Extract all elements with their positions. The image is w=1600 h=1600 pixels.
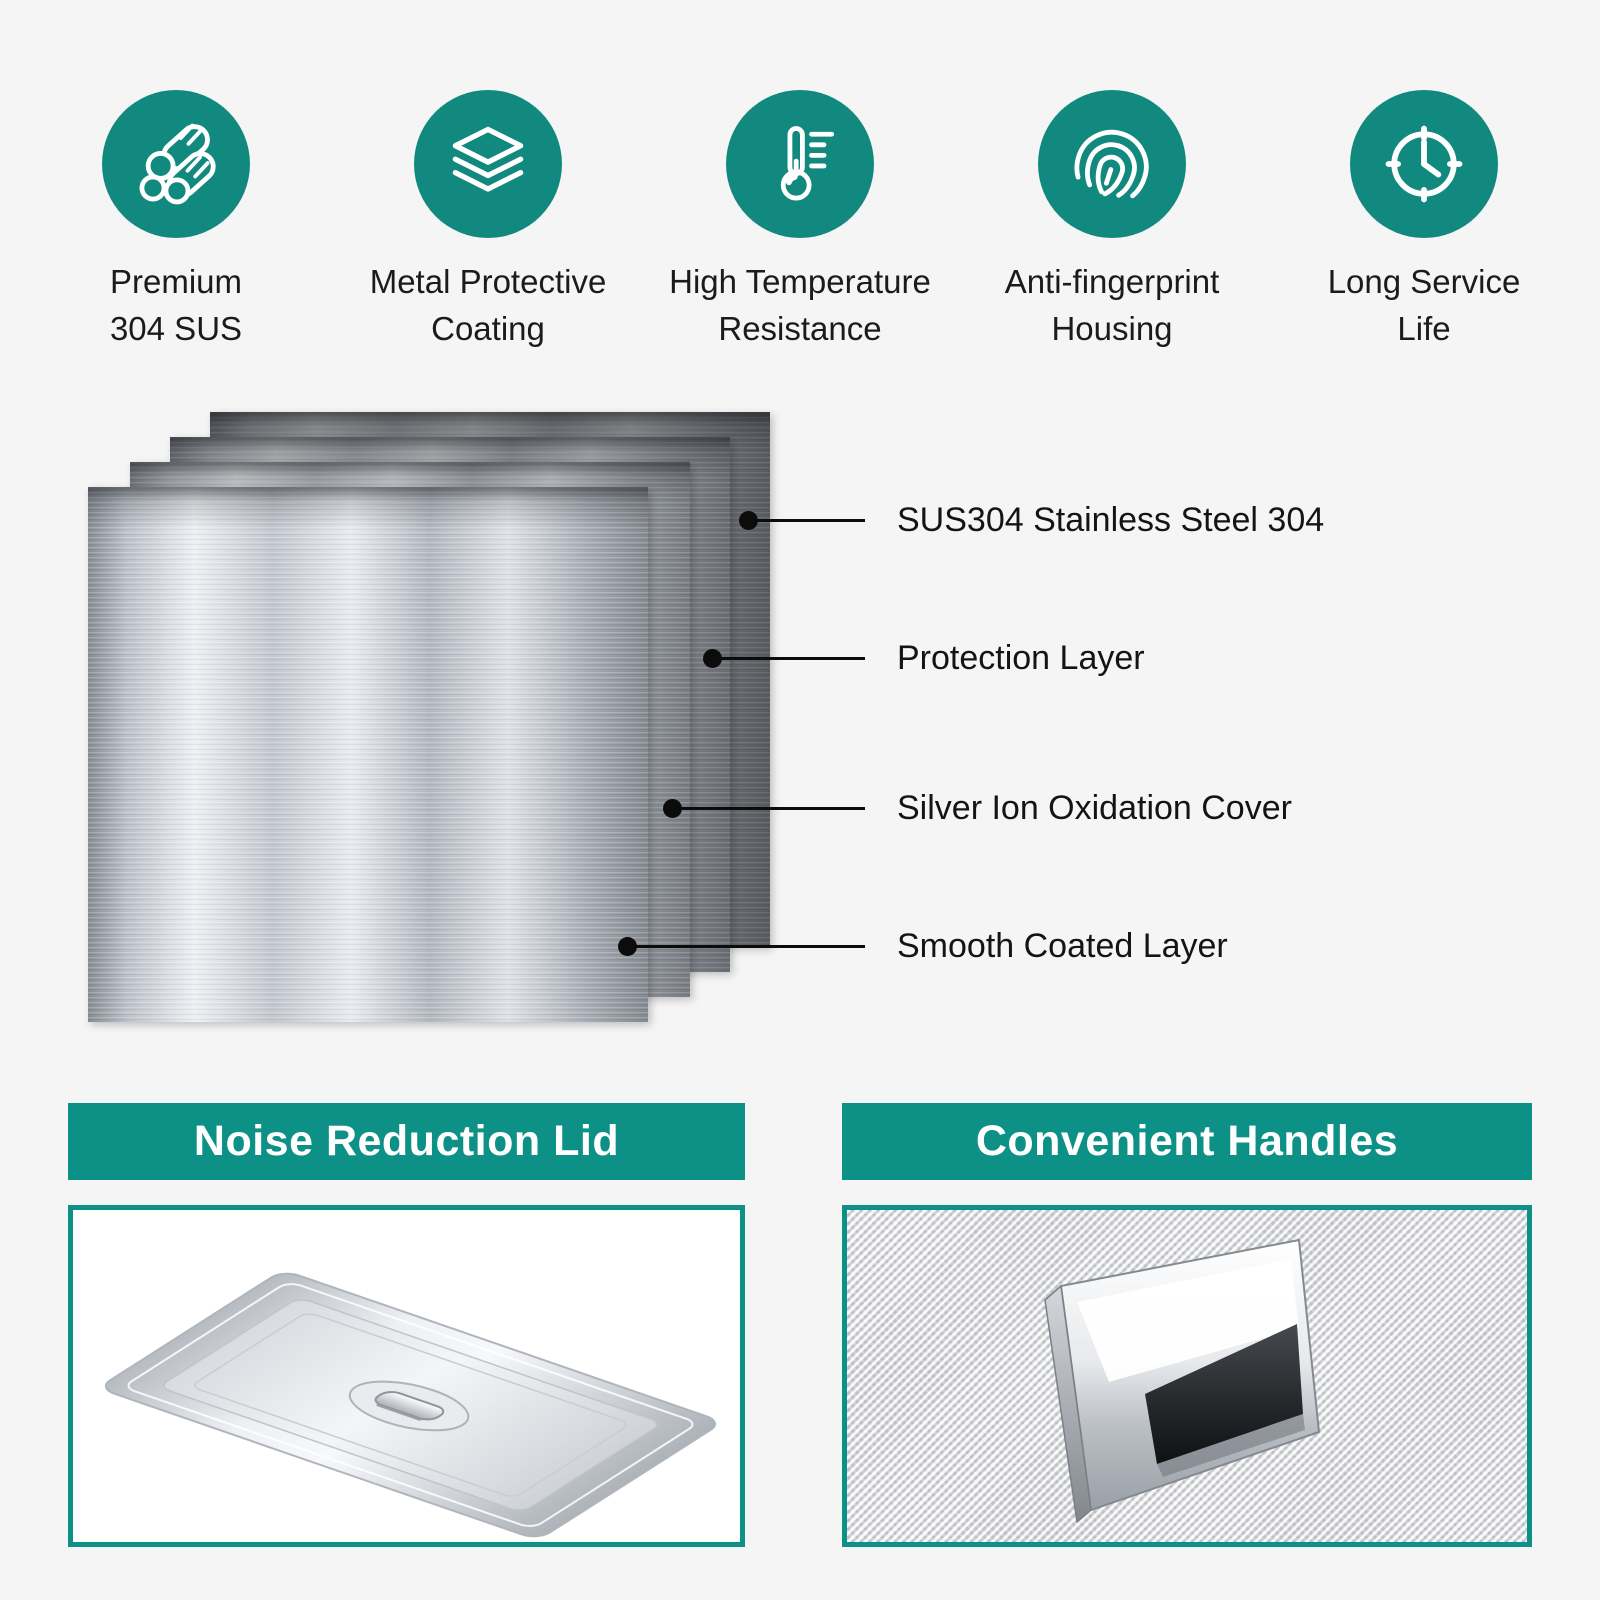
- feature-anti-fingerprint-housing: [956, 90, 1268, 352]
- clock-icon: [1350, 90, 1498, 238]
- feature-label-line1: Metal Protective: [369, 263, 607, 300]
- callout-label-protection-layer: Protection Layer: [897, 639, 1145, 677]
- steel-sheet-front: [88, 487, 648, 1022]
- convenient-handles-image: [842, 1205, 1532, 1547]
- feature-label-line1: Long Service: [1327, 263, 1521, 300]
- callout-label-silver-ion: Silver Ion Oxidation Cover: [897, 789, 1292, 827]
- feature-label-line2: Coating: [431, 310, 545, 347]
- feature-label: [956, 258, 1268, 352]
- feature-label-line2: Housing: [1051, 310, 1173, 347]
- feature-label-line1: Anti-fingerprint: [1004, 263, 1220, 300]
- feature-label: [332, 258, 644, 352]
- feature-metal-protective-coating: [332, 90, 644, 352]
- feature-label: [20, 258, 332, 352]
- panel-title-text: Noise Reduction Lid: [193, 1117, 620, 1165]
- panel-title-text: Convenient Handles: [975, 1117, 1399, 1165]
- callout-line: [627, 945, 865, 948]
- callout-label-smooth-coated: Smooth Coated Layer: [897, 927, 1228, 965]
- fingerprint-icon: [1038, 90, 1186, 238]
- feature-label-line2: Resistance: [718, 310, 882, 347]
- feature-label: [644, 258, 956, 352]
- panel-title-convenient-handles: [842, 1103, 1532, 1180]
- metal-rods-icon: [102, 90, 250, 238]
- layers-icon: [414, 90, 562, 238]
- feature-label: [1268, 258, 1580, 352]
- feature-label-line1: High Temperature: [669, 263, 931, 300]
- feature-label-line2: Life: [1397, 310, 1451, 347]
- feature-premium-304-sus: [20, 90, 332, 352]
- thermometer-icon: [726, 90, 874, 238]
- callout-line: [672, 807, 865, 810]
- callout-line: [748, 519, 865, 522]
- callout-label-sus304: SUS304 Stainless Steel 304: [897, 501, 1325, 539]
- feature-label-line2: 304 SUS: [109, 310, 243, 347]
- callout-line: [712, 657, 865, 660]
- panel-title-noise-reduction-lid: [68, 1103, 745, 1180]
- feature-label-line1: Premium: [109, 263, 243, 300]
- features-row: [20, 90, 1580, 352]
- feature-high-temperature-resistance: [644, 90, 956, 352]
- feature-long-service-life: [1268, 90, 1580, 352]
- noise-reduction-lid-image: [68, 1205, 745, 1547]
